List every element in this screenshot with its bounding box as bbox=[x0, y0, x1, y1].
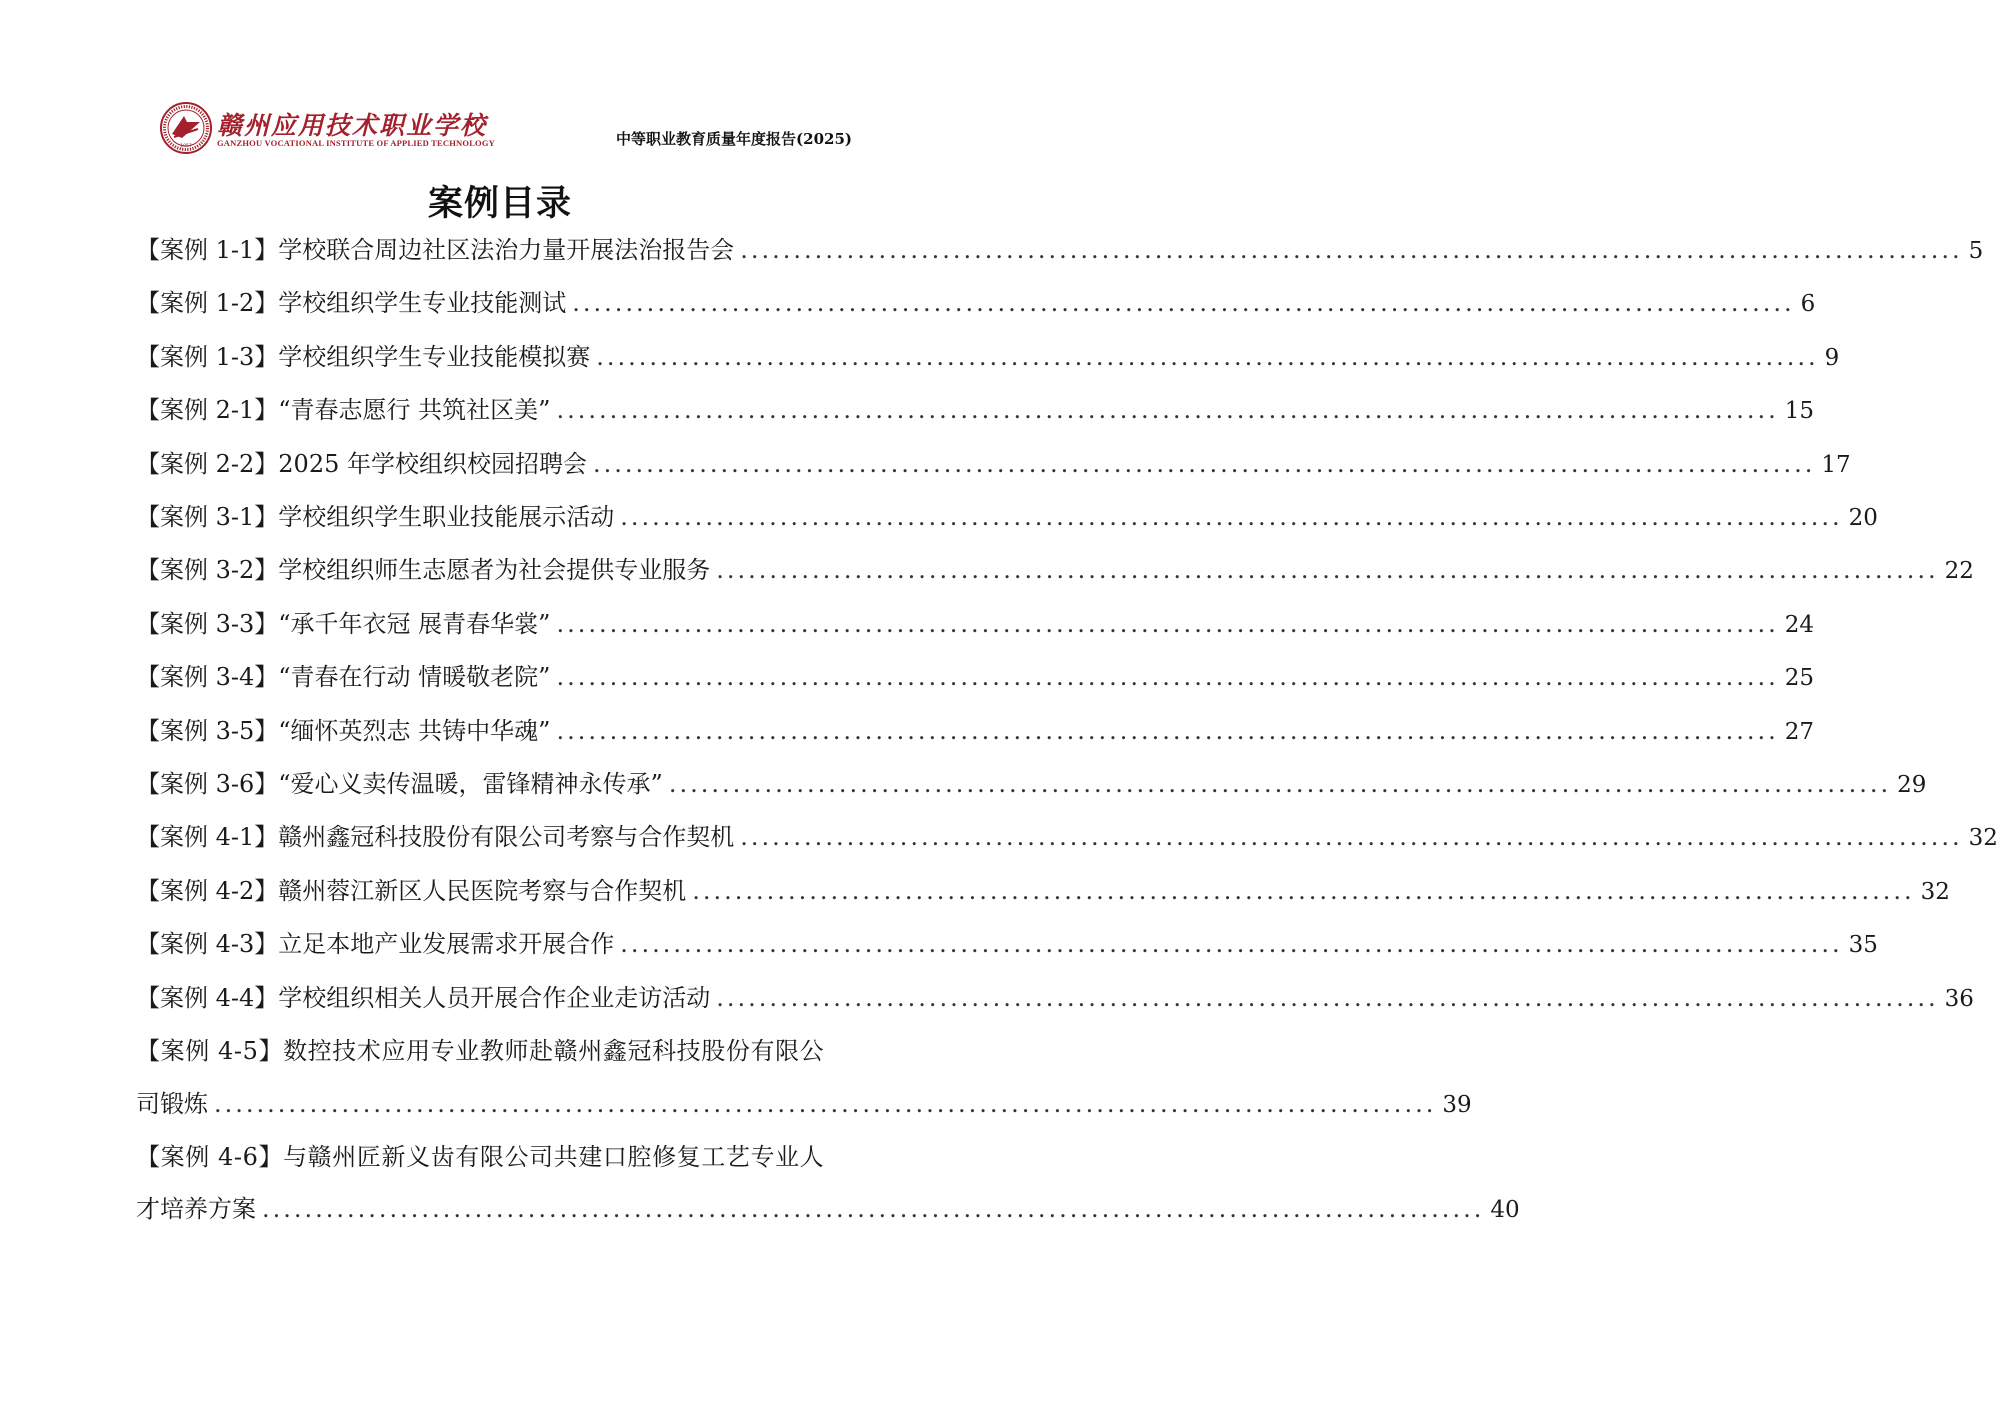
toc-entry-page: 36 bbox=[1944, 985, 1974, 1012]
toc-entry-label: 【案例 3-4】 bbox=[136, 663, 279, 692]
toc-entry-title: 赣州蓉江新区人民医院考察与合作契机 bbox=[278, 876, 687, 905]
toc-entry-label: 【案例 3-1】 bbox=[136, 503, 279, 532]
toc-entry-page: 40 bbox=[1490, 1197, 1520, 1224]
toc-entry-page: 24 bbox=[1784, 611, 1815, 638]
toc-entry-label: 【案例 3-2】 bbox=[136, 556, 279, 585]
toc-entry-label: 【案例 1-3】 bbox=[136, 342, 279, 371]
toc-entry[interactable] bbox=[136, 758, 1927, 811]
toc-leader-dots: ................................................................................................................... bbox=[716, 983, 1939, 1012]
toc-entry[interactable] bbox=[136, 865, 1950, 918]
toc-leader-dots: ................................................................................................................... bbox=[556, 396, 1779, 425]
toc-leader-dots: ................................................................................................................... bbox=[620, 503, 1843, 532]
toc-entry-label: 【案例 4-1】 bbox=[136, 823, 279, 852]
school-emblem-icon bbox=[160, 102, 212, 154]
toc-leader-dots: ................................................................................................................... bbox=[596, 342, 1819, 371]
toc-entry[interactable] bbox=[136, 277, 1816, 330]
emblem-year: 1957 bbox=[180, 144, 192, 149]
school-name-en: GANZHOU VOCATIONAL INSTITUTE OF APPLIED TECHNOLOGY bbox=[217, 138, 496, 148]
toc-leader-dots: ................................................................................................................... bbox=[620, 930, 1843, 959]
toc-entry-title: 立足本地产业发展需求开展合作 bbox=[278, 930, 615, 959]
toc-entry-title: “爱心义卖传温暖，雷锋精神永传承” bbox=[278, 770, 663, 799]
toc-entry-title: 学校联合周边社区法治力量开展法治报告会 bbox=[278, 236, 735, 264]
toc-entry[interactable] bbox=[136, 544, 1974, 597]
toc-entry-page: 29 bbox=[1897, 772, 1927, 799]
toc-entry-page: 32 bbox=[1920, 878, 1950, 905]
toc-entry-title: 与赣州匠新义齿有限公司共建口腔修复工艺专业人 bbox=[283, 1142, 825, 1171]
toc-leader-dots: ................................................................................................................... bbox=[740, 823, 1963, 852]
toc-entry[interactable] bbox=[136, 811, 1998, 864]
toc-leader-dots: ................................................................................................................... bbox=[556, 716, 1779, 745]
toc-entry[interactable] bbox=[136, 918, 1878, 971]
toc-entry-page: 15 bbox=[1784, 398, 1815, 425]
toc-leader-dots: ................................................................................................................... bbox=[692, 876, 1915, 905]
toc-entry-label: 【案例 3-5】 bbox=[136, 716, 279, 745]
toc-entry-label: 【案例 4-6】 bbox=[136, 1142, 284, 1171]
toc-entry-title: “缅怀英烈志 共铸中华魂” bbox=[278, 716, 551, 745]
toc-entry-page: 32 bbox=[1968, 825, 1998, 852]
toc-entry-page: 17 bbox=[1821, 451, 1851, 478]
toc-entry-page: 39 bbox=[1442, 1091, 1472, 1118]
toc-entry-title: 学校组织相关人员开展合作企业走访活动 bbox=[278, 983, 711, 1012]
toc-entry-title: 学校组织学生职业技能展示活动 bbox=[278, 503, 615, 532]
toc-entry[interactable] bbox=[136, 491, 1878, 544]
toc-list bbox=[136, 224, 1998, 1237]
toc-leader-dots: ................................................................................................................... bbox=[668, 770, 1892, 799]
toc-entry[interactable] bbox=[136, 438, 1851, 491]
toc-entry[interactable] bbox=[136, 598, 1815, 651]
toc-entry[interactable] bbox=[136, 972, 1974, 1025]
toc-entry[interactable] bbox=[136, 1131, 1520, 1237]
toc-entry-title: “承千年衣冠 展青春华裳” bbox=[278, 609, 551, 638]
toc-entry-title: “青春志愿行 共筑社区美” bbox=[278, 396, 551, 425]
toc-leader-dots: ................................................................................................................... bbox=[716, 556, 1939, 585]
toc-entry-label: 【案例 4-2】 bbox=[136, 876, 279, 905]
toc-entry-title: 学校组织师生志愿者为社会提供专业服务 bbox=[278, 556, 711, 585]
toc-entry-label: 【案例 2-1】 bbox=[136, 396, 279, 425]
toc-entry-page: 35 bbox=[1848, 932, 1878, 959]
toc-entry[interactable] bbox=[136, 331, 1840, 384]
toc-entry-label: 【案例 4-4】 bbox=[136, 983, 279, 1012]
toc-entry-title: 学校组织学生专业技能模拟赛 bbox=[278, 342, 591, 371]
toc-entry-page: 22 bbox=[1944, 558, 1974, 585]
page-header bbox=[0, 0, 1000, 160]
toc-entry[interactable] bbox=[136, 705, 1815, 758]
header-divider bbox=[160, 154, 860, 155]
table-of-contents bbox=[136, 224, 1998, 1237]
toc-entry-label: 【案例 4-3】 bbox=[136, 930, 279, 959]
toc-entry[interactable] bbox=[136, 224, 1984, 277]
toc-entry-label: 【案例 4-5】 bbox=[136, 1037, 284, 1066]
toc-entry-page: 6 bbox=[1800, 291, 1816, 318]
toc-leader-dots: ................................................................................................................... bbox=[556, 609, 1779, 638]
toc-entry-page: 5 bbox=[1968, 238, 1984, 264]
toc-entry[interactable] bbox=[136, 651, 1815, 704]
toc-entry-label: 【案例 2-2】 bbox=[136, 449, 279, 478]
report-title: 中等职业教育质量年度报告(2025) bbox=[616, 130, 852, 148]
toc-entry-title-continued: 司锻炼 bbox=[136, 1089, 208, 1118]
toc-entry-title: “青春在行动 情暖敬老院” bbox=[278, 663, 551, 692]
toc-entry-title: 数控技术应用专业教师赴赣州鑫冠科技股份有限公 bbox=[283, 1037, 825, 1066]
toc-leader-dots: ................................................................................................................... bbox=[262, 1195, 1485, 1224]
toc-entry-title: 2025 年学校组织校园招聘会 bbox=[278, 449, 587, 478]
toc-leader-dots: ................................................................................................................... bbox=[556, 663, 1779, 692]
toc-leader-dots: ................................................................................................................... bbox=[740, 236, 1963, 264]
toc-entry-label: 【案例 3-3】 bbox=[136, 609, 279, 638]
toc-leader-dots: ................................................................................................................... bbox=[572, 289, 1795, 318]
school-name-cn: 赣州应用技术职业学校 bbox=[217, 111, 488, 140]
page-title: 案例目录 bbox=[427, 183, 572, 224]
toc-entry-page: 27 bbox=[1784, 718, 1815, 745]
toc-entry-title: 赣州鑫冠科技股份有限公司考察与合作契机 bbox=[278, 823, 735, 852]
toc-entry-label: 【案例 3-6】 bbox=[136, 770, 279, 799]
toc-entry-page: 20 bbox=[1848, 505, 1878, 532]
toc-entry-title-continued: 才培养方案 bbox=[136, 1195, 256, 1224]
toc-entry[interactable] bbox=[136, 1025, 1472, 1131]
toc-entry-page: 9 bbox=[1824, 344, 1840, 371]
toc-entry-title: 学校组织学生专业技能测试 bbox=[278, 289, 567, 318]
toc-leader-dots: ................................................................................................................... bbox=[593, 449, 1816, 478]
toc-entry-page: 25 bbox=[1784, 665, 1815, 692]
toc-leader-dots: ................................................................................................................... bbox=[214, 1089, 1437, 1118]
toc-entry-label: 【案例 1-2】 bbox=[136, 289, 279, 318]
toc-entry[interactable] bbox=[136, 384, 1815, 437]
toc-entry-label: 【案例 1-1】 bbox=[136, 236, 279, 264]
